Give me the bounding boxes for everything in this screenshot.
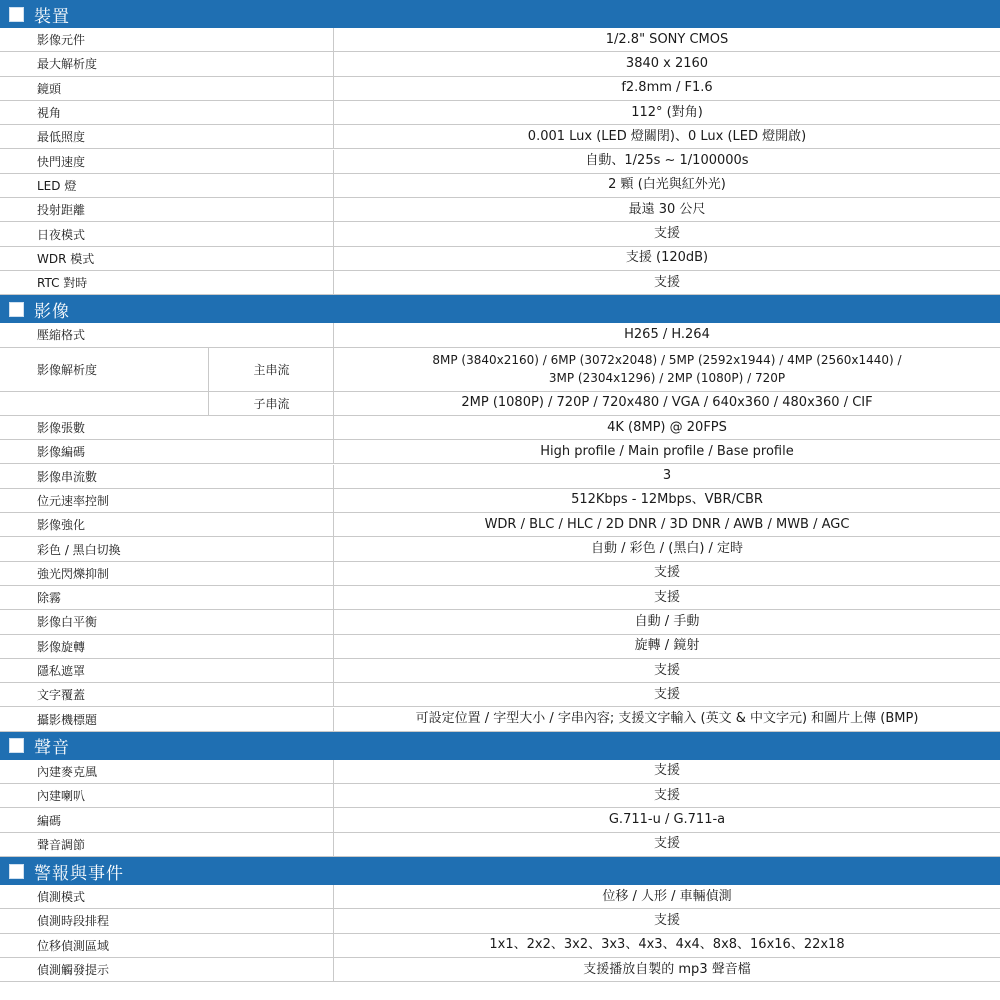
spec-row <box>0 28 1000 52</box>
section-square-icon <box>9 738 24 753</box>
spec-value: 支援 <box>333 659 1000 682</box>
spec-row <box>0 659 1000 683</box>
spec-value: 112° (對角) <box>333 101 1000 124</box>
spec-row <box>0 222 1000 246</box>
spec-value: 支援 <box>333 683 1000 706</box>
spec-value: 支援播放自製的 mp3 聲音檔 <box>333 958 1000 981</box>
spec-label: 視角 <box>37 106 62 121</box>
spec-value: High profile / Main profile / Base profile <box>333 440 1000 463</box>
spec-value: 自動 / 手動 <box>333 610 1000 633</box>
spec-row <box>0 348 1000 392</box>
spec-value: H265 / H.264 <box>333 323 1000 346</box>
spec-row <box>0 174 1000 198</box>
section-title: 聲音 <box>34 738 70 759</box>
spec-value: 3 <box>333 465 1000 488</box>
spec-label: 偵測觸發提示 <box>37 963 110 978</box>
spec-row <box>0 683 1000 707</box>
spec-value: 2MP (1080P) / 720P / 720x480 / VGA / 640x360 / 480x360 / CIF <box>333 392 1000 415</box>
spec-row <box>0 271 1000 295</box>
spec-row <box>0 708 1000 732</box>
spec-value: 1x1、2x2、3x2、3x3、4x3、4x4、8x8、16x16、22x18 <box>333 934 1000 957</box>
spec-row <box>0 784 1000 808</box>
spec-value: 支援 (120dB) <box>333 247 1000 270</box>
spec-row <box>0 635 1000 659</box>
spec-value: 支援 <box>333 760 1000 783</box>
spec-row <box>0 537 1000 561</box>
spec-value-line: 3MP (2304x1296) / 2MP (1080P) / 720P <box>548 371 786 386</box>
spec-value: 支援 <box>333 271 1000 294</box>
spec-label: 影像解析度 <box>37 362 98 377</box>
spec-row <box>0 125 1000 149</box>
spec-row <box>0 198 1000 222</box>
section-title: 影像 <box>34 301 70 322</box>
spec-row <box>0 323 1000 347</box>
spec-label: 攝影機標題 <box>37 712 98 727</box>
spec-label: 影像張數 <box>37 421 86 436</box>
spec-label: RTC 對時 <box>37 276 88 291</box>
spec-value: 自動、1/25s ~ 1/100000s <box>333 150 1000 173</box>
spec-sublabel: 子串流 <box>208 392 334 415</box>
spec-row <box>0 247 1000 271</box>
spec-label: 影像編碼 <box>37 445 86 460</box>
spec-label: 影像白平衡 <box>37 615 98 630</box>
spec-value: 旋轉 / 鏡射 <box>333 635 1000 658</box>
spec-row <box>0 760 1000 784</box>
spec-value: f2.8mm / F1.6 <box>333 77 1000 100</box>
spec-value: 4K (8MP) @ 20FPS <box>333 416 1000 439</box>
spec-label: 影像強化 <box>37 518 86 533</box>
spec-label: 聲音調節 <box>37 837 86 852</box>
section-header <box>0 295 1000 323</box>
spec-label: 最大解析度 <box>37 57 98 72</box>
spec-row <box>0 52 1000 76</box>
spec-label: 除霧 <box>37 591 62 606</box>
section-header <box>0 0 1000 28</box>
spec-value: G.711-u / G.711-a <box>333 808 1000 831</box>
spec-value: 支援 <box>333 909 1000 932</box>
spec-row <box>0 562 1000 586</box>
spec-row <box>0 77 1000 101</box>
spec-label: 隱私遮罩 <box>37 664 86 679</box>
spec-row <box>0 833 1000 857</box>
spec-row <box>0 465 1000 489</box>
spec-label: 文字覆蓋 <box>37 688 86 703</box>
spec-value: 可設定位置 / 字型大小 / 字串內容; 支援文字輸入 (英文 & 中文字元) 和圖片上傳 (BMP) <box>333 708 1000 731</box>
spec-value-line: 8MP (3840x2160) / 6MP (3072x2048) / 5MP (2592x1944) / 4MP (2560x1440) / <box>432 353 902 368</box>
spec-value: 支援 <box>333 784 1000 807</box>
spec-label: 最低照度 <box>37 130 86 145</box>
spec-label: 強光閃爍抑制 <box>37 566 110 581</box>
spec-row <box>0 586 1000 610</box>
spec-label: 位移偵測區域 <box>37 938 110 953</box>
spec-row <box>0 958 1000 982</box>
section-header <box>0 857 1000 885</box>
spec-row <box>0 150 1000 174</box>
spec-label: WDR 模式 <box>37 251 95 266</box>
spec-label: 投射距離 <box>37 203 86 218</box>
spec-row <box>0 808 1000 832</box>
spec-value: 支援 <box>333 222 1000 245</box>
spec-row <box>0 934 1000 958</box>
section-square-icon <box>9 7 24 22</box>
spec-row <box>0 101 1000 125</box>
spec-label: 彩色 / 黑白切換 <box>37 542 121 557</box>
spec-value: 支援 <box>333 562 1000 585</box>
spec-label: 壓縮格式 <box>37 328 86 343</box>
section-title: 裝置 <box>34 6 70 27</box>
spec-sublabel: 主串流 <box>208 348 334 391</box>
spec-label: 內建麥克風 <box>37 764 98 779</box>
spec-value: 位移 / 人形 / 車輛偵測 <box>333 885 1000 908</box>
spec-value: 3840 x 2160 <box>333 52 1000 75</box>
spec-label: 影像旋轉 <box>37 639 86 654</box>
spec-label: 鏡頭 <box>37 81 62 96</box>
section-square-icon <box>9 302 24 317</box>
spec-row <box>0 513 1000 537</box>
spec-label: 內建喇叭 <box>37 789 86 804</box>
spec-value: 最遠 30 公尺 <box>333 198 1000 221</box>
spec-value: 自動 / 彩色 / (黑白) / 定時 <box>333 537 1000 560</box>
spec-value <box>333 348 1000 391</box>
spec-row <box>0 610 1000 634</box>
spec-label: 編碼 <box>37 813 62 828</box>
section-header <box>0 732 1000 760</box>
spec-row <box>0 416 1000 440</box>
spec-value: WDR / BLC / HLC / 2D DNR / 3D DNR / AWB / MWB / AGC <box>333 513 1000 536</box>
spec-row <box>0 909 1000 933</box>
spec-label: 影像串流數 <box>37 469 98 484</box>
spec-label: LED 燈 <box>37 178 77 193</box>
spec-value: 2 顆 (白光與紅外光) <box>333 174 1000 197</box>
spec-label: 快門速度 <box>37 154 86 169</box>
spec-row <box>0 885 1000 909</box>
spec-value: 支援 <box>333 586 1000 609</box>
spec-label: 日夜模式 <box>37 227 86 242</box>
spec-value: 512Kbps - 12Mbps、VBR/CBR <box>333 489 1000 512</box>
spec-row <box>0 489 1000 513</box>
spec-value: 1/2.8" SONY CMOS <box>333 28 1000 51</box>
spec-value: 0.001 Lux (LED 燈關閉)、0 Lux (LED 燈開啟) <box>333 125 1000 148</box>
spec-row <box>0 440 1000 464</box>
spec-label: 偵測模式 <box>37 890 86 905</box>
spec-label: 影像元件 <box>37 33 86 48</box>
section-title: 警報與事件 <box>34 863 124 884</box>
spec-row <box>0 392 1000 416</box>
spec-label: 位元速率控制 <box>37 493 110 508</box>
spec-value: 支援 <box>333 833 1000 856</box>
section-square-icon <box>9 864 24 879</box>
spec-label: 偵測時段排程 <box>37 914 110 929</box>
